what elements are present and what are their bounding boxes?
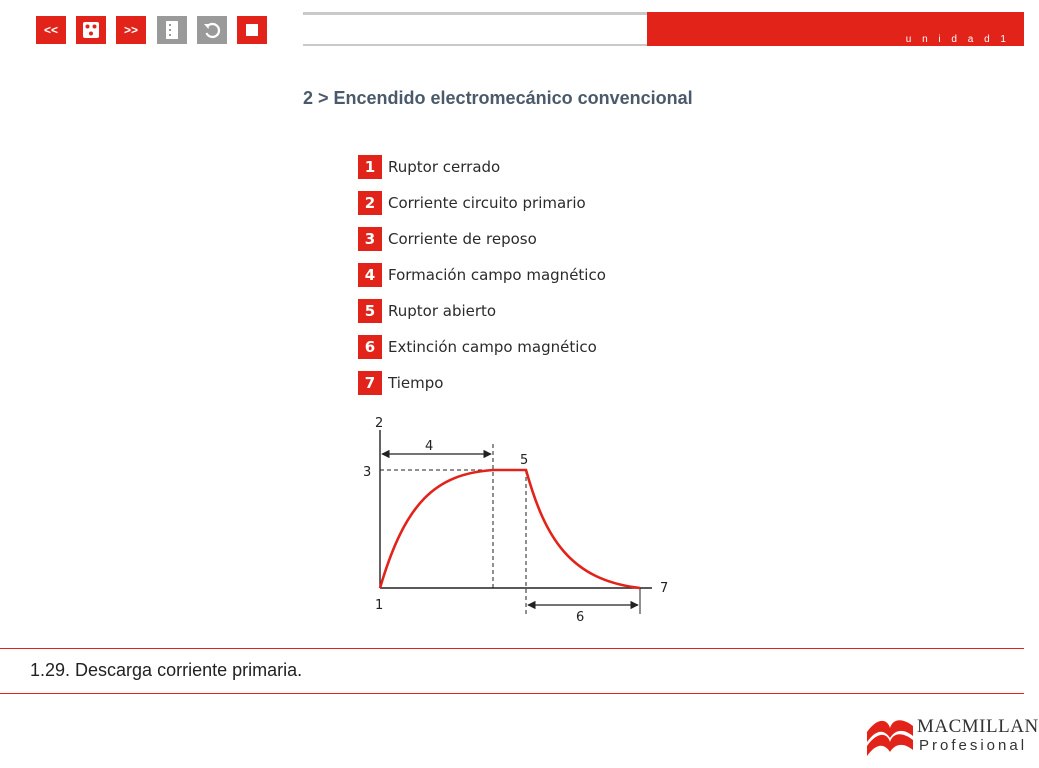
legend-number: 4 (358, 263, 382, 287)
legend-label: Ruptor cerrado (388, 158, 501, 176)
header-divider (303, 12, 647, 46)
label-breaker-open: 5 (520, 453, 529, 468)
document-list-icon (163, 20, 181, 40)
index-button[interactable] (76, 16, 106, 44)
next-button[interactable] (116, 16, 146, 44)
legend-label: Extinción campo magnético (388, 338, 597, 356)
legend-label: Tiempo (388, 374, 444, 392)
next-label: >> (123, 23, 138, 37)
legend-item (358, 227, 537, 251)
legend-number: 1 (358, 155, 382, 179)
legend-item (358, 191, 586, 215)
label-axis-x: 7 (660, 581, 669, 596)
legend-label: Formación campo magnético (388, 266, 606, 284)
label-rest-current: 3 (363, 465, 372, 480)
page-title: 2 > Encendido electromecánico convencional (303, 88, 693, 108)
stop-icon (245, 23, 259, 37)
legend-number: 2 (358, 191, 382, 215)
logo-subtitle: Profesional (919, 737, 1028, 754)
legend-item (358, 335, 597, 359)
legend-number: 3 (358, 227, 382, 251)
label-extinction: 6 (576, 610, 585, 625)
label-origin: 1 (375, 598, 384, 613)
logo-name: MACMILLAN (917, 716, 1039, 737)
contents-button[interactable] (157, 16, 187, 44)
legend-item (358, 371, 443, 395)
legend-item (358, 263, 606, 287)
previous-label: << (43, 23, 58, 37)
previous-button[interactable] (36, 16, 66, 44)
dice-icon (82, 21, 100, 39)
undo-icon (202, 20, 222, 40)
legend-item (358, 155, 500, 179)
legend-label: Corriente circuito primario (388, 194, 586, 212)
stop-button[interactable] (237, 16, 267, 44)
unit-label: u n i d a d 1 (905, 34, 1010, 45)
unit-banner (647, 12, 1024, 46)
legend-label: Corriente de reposo (388, 230, 537, 248)
figure-caption: 1.29. Descarga corriente primaria. (30, 660, 303, 680)
macmillan-logo-icon (865, 714, 915, 756)
legend-label: Ruptor abierto (388, 302, 497, 320)
legend-number: 7 (358, 371, 382, 395)
caption-bottom-rule (0, 693, 1024, 694)
legend-item (358, 299, 496, 323)
label-axis-y: 2 (375, 416, 384, 431)
legend-number: 6 (358, 335, 382, 359)
caption-top-rule (0, 648, 1024, 649)
current-diagram (355, 408, 685, 626)
back-button[interactable] (197, 16, 227, 44)
publisher-logo (865, 712, 1039, 758)
current-curve (380, 470, 640, 588)
legend-number: 5 (358, 299, 382, 323)
label-formation: 4 (425, 439, 434, 454)
